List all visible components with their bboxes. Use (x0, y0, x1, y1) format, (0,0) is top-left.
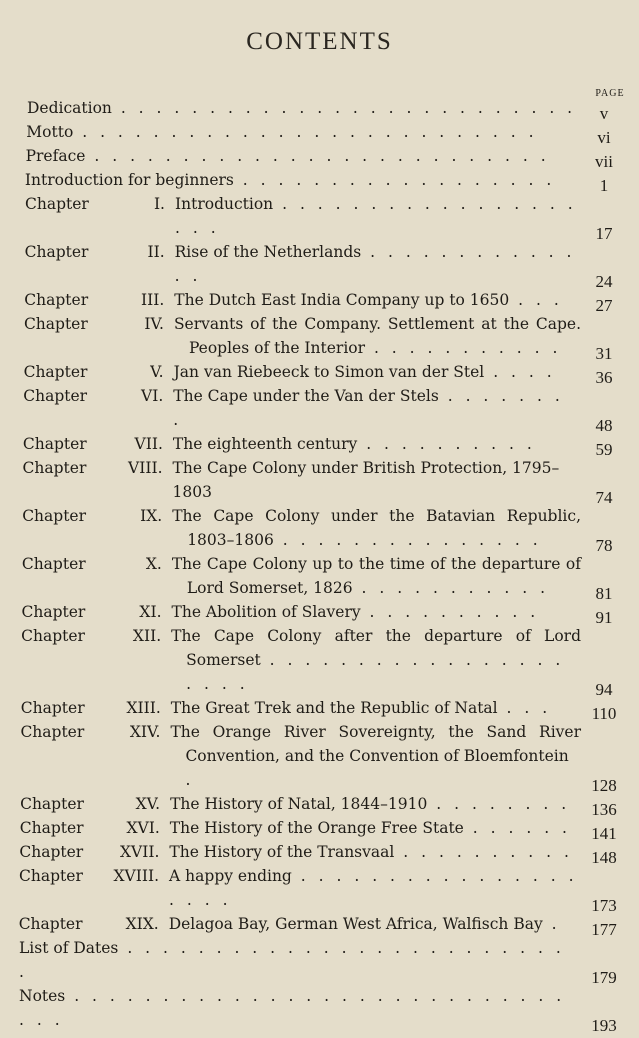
chapter-word: Chapter (22, 435, 87, 453)
entry-title-text: Dedication (27, 99, 112, 117)
leader-dots: . . . . . . (463, 819, 571, 837)
entry-title (26, 144, 581, 168)
entry-title-text: The Great Trek and the Republic of Natal (170, 699, 498, 717)
entry-title (170, 792, 581, 816)
chapter-numeral: VI. (141, 387, 164, 405)
page-number: 36 (595, 368, 613, 387)
page-number: 24 (595, 272, 613, 291)
leader-dots: . . . . . . . . . . . . . . . . . . . . . . . . . . (73, 123, 538, 141)
entry-title-line (174, 288, 581, 312)
page-column-label: PAGE (595, 88, 625, 99)
entry-title-text: Servants of the Company. Settlement at the Cape. (173, 315, 581, 333)
chapter-label (21, 624, 171, 648)
chapter-numeral: XII. (132, 627, 162, 645)
chapter-word: Chapter (22, 507, 87, 525)
chapter-label (25, 240, 175, 264)
entry-title-text: Convention, and the Convention of Bloemfontein (185, 747, 569, 765)
entry-title-line (173, 456, 581, 504)
entry-title-line (172, 528, 581, 552)
entry-title (169, 864, 581, 912)
entry-title (175, 192, 581, 240)
toc-entry (0, 288, 639, 315)
chapter-numeral: VII. (134, 435, 163, 453)
chapter-numeral: I. (153, 195, 165, 213)
entry-title-text: Rise of the Netherlands (174, 243, 362, 261)
entry-title-text: Introduction (175, 195, 274, 213)
page-number: vii (595, 152, 613, 171)
leader-dots: . (542, 915, 561, 933)
chapter-label (19, 864, 169, 888)
toc-entry (0, 984, 639, 1035)
chapter-numeral: VIII. (128, 459, 163, 477)
toc-entry (0, 816, 639, 843)
entry-title-line (172, 504, 581, 528)
entry-title (25, 168, 581, 192)
toc-entry (0, 696, 639, 723)
chapter-label (19, 840, 169, 864)
chapter-word: Chapter (18, 915, 83, 933)
chapter-word: Chapter (21, 627, 85, 645)
entry-title-text: Peoples of the Interior (188, 339, 366, 357)
entry-title-line (170, 816, 581, 840)
entry-title (172, 552, 581, 600)
chapter-label (20, 816, 170, 840)
entry-title (19, 984, 581, 1032)
entry-title-text: The History of Natal, 1844–1910 (170, 795, 428, 813)
entry-title-text: Delagoa Bay, German West Africa, Walfisch Bay (168, 915, 543, 933)
page-number: 94 (595, 680, 613, 699)
chapter-word: Chapter (19, 819, 84, 837)
leader-dots: . . . . . . . . (427, 795, 571, 813)
leader-dots: . . . . . . . . . . (360, 603, 540, 621)
entry-title-text: Jan van Riebeeck to Simon van der Stel (173, 363, 485, 381)
page-number: v (599, 104, 609, 123)
entry-title-line (169, 840, 581, 864)
chapter-label (24, 288, 174, 312)
entry-title-text: 1803–1806 (187, 531, 274, 549)
entry-title-text: The History of the Transvaal (169, 843, 395, 861)
toc-entry (0, 192, 639, 243)
chapter-word: Chapter (21, 603, 86, 621)
entry-title (26, 120, 581, 144)
entry-title-line (175, 240, 581, 288)
entry-title-line (170, 792, 581, 816)
page-number: vi (597, 128, 611, 147)
page-number: 17 (595, 224, 613, 243)
chapter-label (25, 192, 175, 216)
entry-title-text: Lord Somerset, 1826 (186, 579, 353, 597)
leader-dots: . . . . . . . . . . . . . . . . . . . . . . . . . . (85, 147, 550, 165)
chapter-label (22, 600, 172, 624)
entry-title-line (172, 600, 582, 624)
chapter-word: Chapter (20, 723, 85, 741)
chapter-numeral: IV. (144, 315, 164, 333)
entry-title-text: A happy ending (169, 867, 292, 885)
entry-title-text: The eighteenth century (172, 435, 358, 453)
toc-entry (0, 936, 639, 987)
chapter-word: Chapter (25, 195, 89, 213)
chapter-label (23, 432, 173, 456)
page-number: 179 (591, 968, 617, 987)
entry-title-line (171, 648, 581, 696)
toc-entry (0, 912, 639, 939)
entry-title-text: The Cape under the Van der Stels (173, 387, 439, 405)
entry-title (170, 816, 581, 840)
chapter-label (21, 696, 171, 720)
entry-title-text: Introduction for beginners (24, 171, 234, 189)
page-number: 173 (591, 896, 617, 915)
chapter-numeral: XV. (135, 795, 161, 813)
leader-dots: . . . . . . . . . . . . . . . . . . . . (175, 195, 577, 237)
chapter-numeral: X. (145, 555, 162, 573)
entry-title (174, 312, 581, 360)
toc-entry (0, 552, 639, 603)
chapter-word: Chapter (20, 699, 85, 717)
page-number: 27 (595, 296, 613, 315)
toc-entry (0, 312, 639, 363)
leader-dots: . . . . . . . . . . . . . . . . . . . . (169, 867, 578, 909)
page-number: 148 (591, 848, 617, 867)
toc-entry (0, 456, 639, 507)
leader-dots: . . . . . . . . . . . . . . . . . . . . . (186, 651, 565, 693)
chapter-numeral: III. (141, 291, 165, 309)
chapter-word: Chapter (24, 243, 89, 261)
page-number: 48 (595, 416, 613, 435)
entry-title-text: Notes (19, 987, 66, 1005)
page-number: 74 (595, 488, 613, 507)
page-number: 128 (591, 776, 617, 795)
chapter-word: Chapter (20, 795, 84, 813)
entry-title-text: List of Dates (19, 939, 119, 957)
leader-dots: . (185, 771, 195, 789)
leader-dots: . . . . . . . . . . . . . . . . . . . . . . . . . . . . . . . (19, 987, 566, 1029)
toc-entry (0, 840, 639, 867)
toc-entry (0, 864, 639, 915)
entry-title (169, 840, 581, 864)
chapter-label (20, 792, 170, 816)
entry-title (171, 696, 581, 720)
leader-dots: . . . . . . . . . . . . . . (174, 243, 576, 285)
leader-dots: . . . . . . . . . . (357, 435, 536, 453)
entry-title (170, 720, 581, 792)
entry-title-line (171, 696, 581, 720)
chapter-word: Chapter (23, 363, 88, 381)
chapter-numeral: XIX. (125, 915, 159, 933)
entry-title (171, 624, 581, 696)
chapter-label (23, 456, 173, 480)
chapter-label (19, 912, 169, 936)
entry-title-line (169, 912, 581, 936)
leader-dots: . . . . . . . . (173, 387, 564, 429)
entry-title-text: Somerset (186, 651, 261, 669)
entry-title-line (172, 552, 581, 576)
toc-entry (0, 144, 639, 171)
page-number: 1 (599, 176, 609, 195)
chapter-label (22, 552, 172, 576)
toc-entry (0, 792, 639, 819)
toc-entry (0, 600, 639, 627)
leader-dots: . . . . . . . . . . . . . . . . . . . . . . . . . . (111, 99, 577, 117)
leader-dots: . . . . . . . . . . . (365, 339, 562, 357)
leader-dots: . . . . . . . . . . . (352, 579, 550, 597)
entry-title-line (171, 624, 581, 648)
chapter-word: Chapter (21, 555, 86, 573)
entry-title (173, 384, 581, 432)
leader-dots: . . . . (484, 363, 556, 381)
chapter-word: Chapter (19, 843, 84, 861)
entry-title-text: The Orange River Sovereignty, the Sand River (170, 723, 581, 741)
page-number: 141 (591, 824, 617, 843)
entry-title (172, 600, 582, 624)
toc-entry (0, 168, 639, 195)
chapter-word: Chapter (24, 291, 89, 309)
leader-dots: . . . . . . . . . . . . . . . . . . (233, 171, 556, 189)
entry-title-text: The Cape Colony under the Batavian Republic, (172, 507, 581, 525)
entry-title-text: The Dutch East India Company up to 1650 (174, 291, 510, 309)
entry-title (173, 432, 581, 456)
entry-title (175, 240, 581, 288)
entry-title-text: The Abolition of Slavery (171, 603, 361, 621)
toc-entry (0, 240, 639, 291)
toc-list (0, 96, 639, 1035)
toc-entry (0, 96, 639, 123)
entry-title (19, 936, 581, 984)
leader-dots: . . . . . . . . . . (394, 843, 573, 861)
entry-title-line (175, 192, 581, 240)
chapter-numeral: IX. (140, 507, 163, 525)
toc-entry (0, 120, 639, 147)
chapter-numeral: V. (150, 363, 164, 381)
leader-dots: . . . . . . . . . . . . . . . . . . . . . . . . . . (19, 939, 565, 981)
toc-entry (0, 384, 639, 435)
toc-entry (0, 720, 639, 795)
leader-dots: . . . (509, 291, 563, 309)
page-number: 136 (591, 800, 617, 819)
chapter-word: Chapter (23, 387, 88, 405)
entry-title (174, 360, 581, 384)
page-number: 78 (595, 536, 613, 555)
toc-entry (0, 504, 639, 555)
leader-dots: . . . . . . . . . . . . . . . (273, 531, 542, 549)
page-number: 177 (591, 920, 617, 939)
chapter-word: Chapter (23, 315, 88, 333)
entry-title-line (173, 384, 581, 432)
page-number: 31 (595, 344, 613, 363)
toc-entry (0, 360, 639, 387)
entry-title-text: Preface (25, 147, 86, 165)
entry-title (169, 912, 581, 936)
toc-entry (0, 432, 639, 459)
toc-entry (0, 624, 639, 699)
entry-title-line (173, 432, 581, 456)
chapter-numeral: XVII. (119, 843, 160, 861)
entry-title (27, 96, 581, 120)
chapter-numeral: II. (147, 243, 165, 261)
chapter-label (20, 720, 170, 744)
chapter-numeral: XI. (139, 603, 162, 621)
chapter-numeral: XIII. (126, 699, 161, 717)
entry-title-text: The Cape Colony under British Protection, 1795–1803 (172, 459, 560, 501)
entry-title-line (170, 720, 581, 744)
entry-title-text: The Cape Colony after the departure of Lord (171, 627, 581, 645)
entry-title-line (174, 360, 581, 384)
page-number: 193 (591, 1016, 617, 1035)
page-number: 59 (595, 440, 613, 459)
entry-title-text: The History of the Orange Free State (169, 819, 464, 837)
entry-title-line (169, 864, 581, 912)
entry-title (172, 504, 581, 552)
entry-title-line (172, 576, 581, 600)
entry-title-line (174, 312, 581, 336)
page-number: 81 (595, 584, 613, 603)
chapter-word: Chapter (22, 459, 87, 477)
page-number: 110 (591, 704, 617, 723)
chapter-numeral: XVIII. (113, 867, 160, 885)
page-title: CONTENTS (246, 28, 393, 55)
leader-dots: . . . (497, 699, 552, 717)
chapter-label (23, 384, 173, 408)
entry-title (174, 288, 581, 312)
entry-title-line (174, 336, 581, 360)
entry-title-text: Motto (26, 123, 74, 141)
chapter-numeral: XVI. (126, 819, 160, 837)
chapter-label (24, 360, 174, 384)
chapter-word: Chapter (19, 867, 83, 885)
entry-title (173, 456, 581, 504)
page-number: 91 (595, 608, 613, 627)
entry-title-text: The Cape Colony up to the time of the departure of (171, 555, 581, 573)
chapter-label (22, 504, 172, 528)
entry-title-line (170, 744, 581, 792)
chapter-numeral: XIV. (129, 723, 161, 741)
chapter-label (24, 312, 174, 336)
